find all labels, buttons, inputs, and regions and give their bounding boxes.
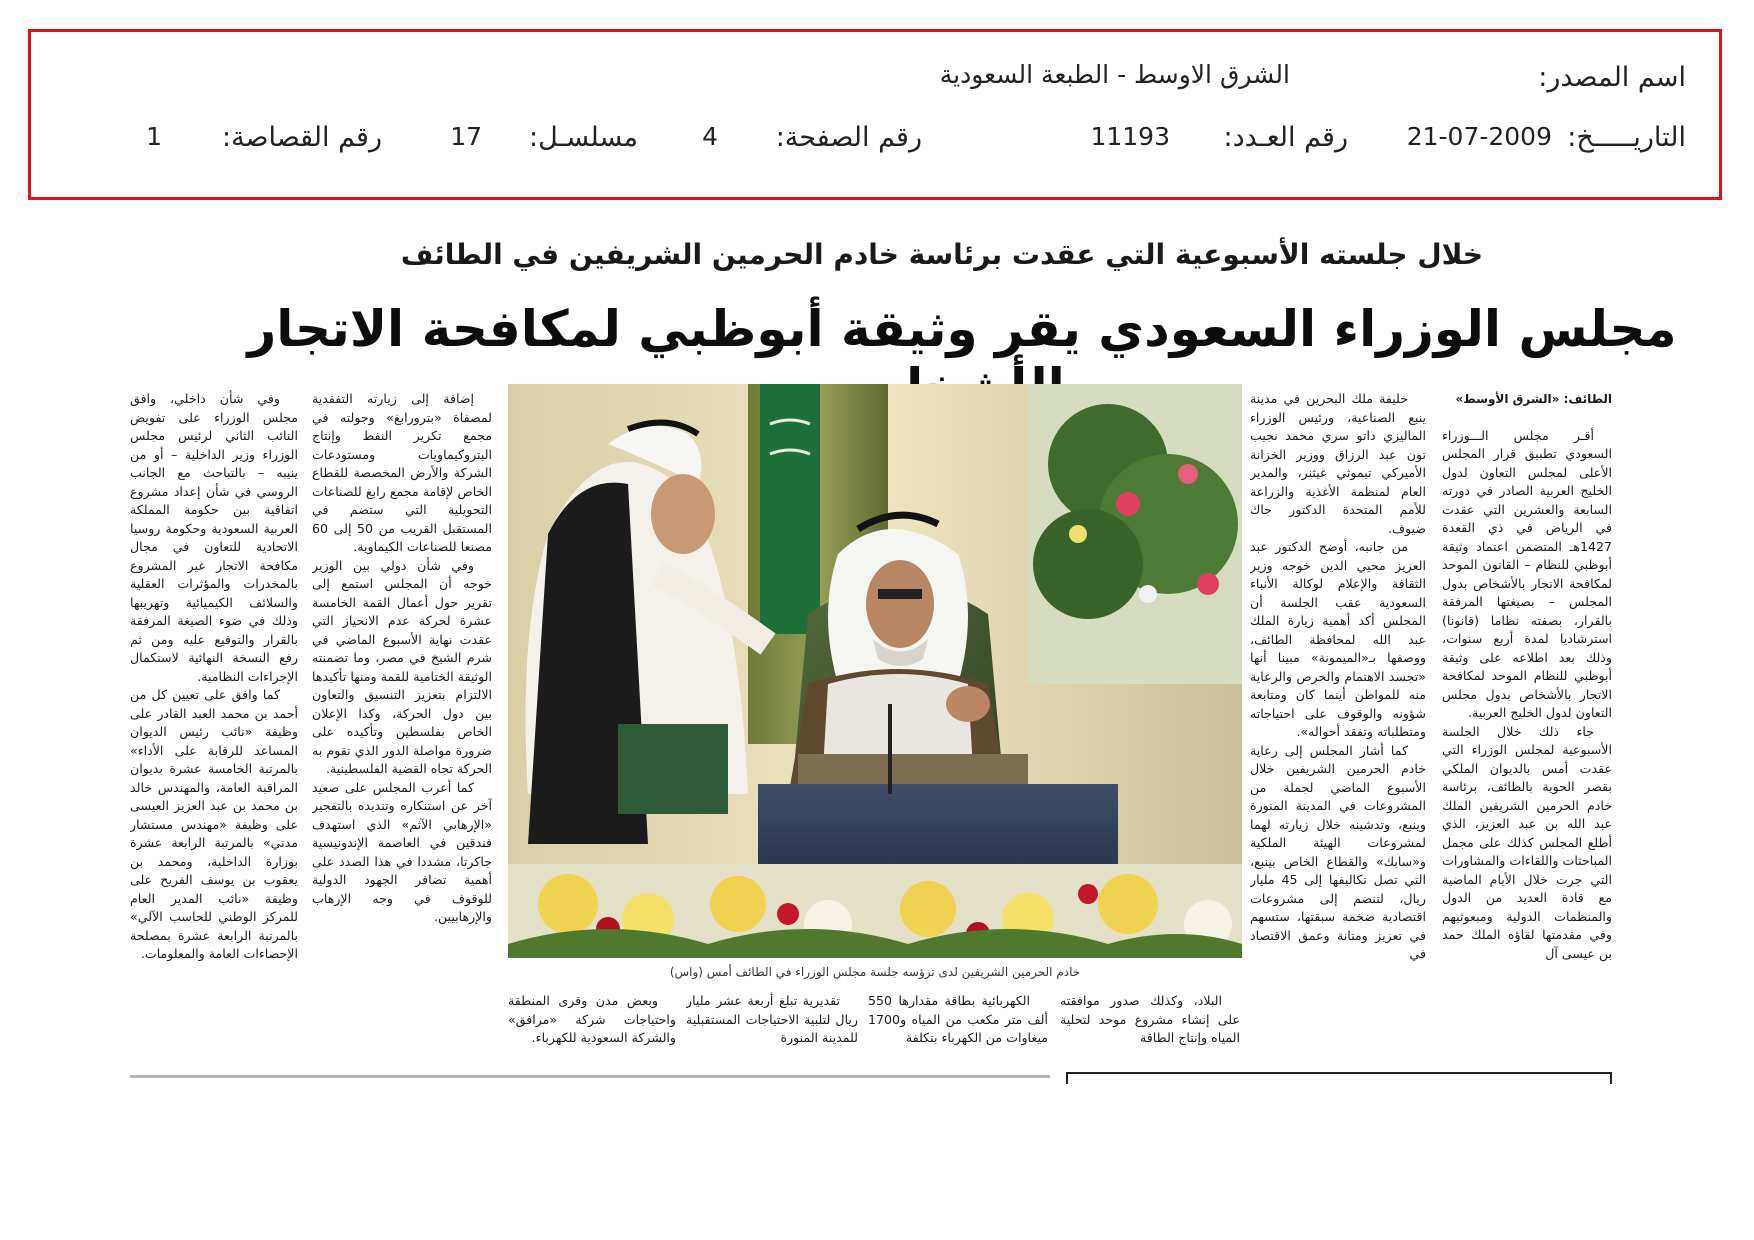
article-column-3 <box>312 390 492 1054</box>
clip-label: رقم القصاصة: <box>221 122 382 153</box>
article-column-2 <box>1250 390 1426 1050</box>
paragraph: من جانبه، أوضح الدكتور عبد العزيز محيي الدين خوجه وزير الثقافة والإعلام لوكالة الأنباء السعودية عقب الجلسة أن المجلس أكد أهمية زيارة الملك عبد الله لمحافظة الطائف، ووصفها بـ«الميمونة» مبينا أنها «تجسد الاهتمام والحرص والرعاية منه للمواطن أينما كان ومتابعة شؤونه والوقوف على احتياجاته ومتطلباته وتفقد أحواله». <box>1250 539 1426 739</box>
article-column-1 <box>1442 390 1612 1050</box>
article-headline: مجلس الوزراء السعودي يقر وثيقة أبوظبي لمكافحة الاتجار <box>247 300 1677 358</box>
issue-value: 11193 <box>1090 122 1170 151</box>
serial-value: 17 <box>450 122 482 151</box>
page-value: 4 <box>702 122 718 151</box>
photo-caption: خادم الحرمين الشريفين لدى ترؤسه جلسة مجلس الوزراء في الطائف أمس (واس) <box>669 965 1081 979</box>
paragraph: جاء ذلك خلال الجلسة الأسبوعية لمجلس الوزراء التي عقدت أمس بالديوان الملكي بقصر الحوية بالطائف، برئاسة خادم الحرمين الشريفين الملك عبد الله بن عبد العزيز، الذي أطلع المجلس كذلك على مجمل المباحثات واللقاءات والمشاورات التي جرت خلال الأيام الماضية مع قادة العديد من الدول والمنظمات الدولية ومبعوثيهم وفي مقدمتها لقاؤه الملك حمد بن عيسى آل <box>1442 723 1612 961</box>
source-label: اسم المصدر: <box>1538 62 1686 93</box>
paragraph: كما وافق على تعيين كل من أحمد بن محمد العبد القادر على وظيفة «نائب رئيس الديوان المساعد للرقابة على الأداء» بالمرتبة الخامسة عشرة بديوان المراقبة العامة، والمهندس خالد بن محمد بن عبد العزيز العيسى على وظيفة «مهندس مستشار مدني» بالمرتبة الرابعة عشرة بوزارة الداخلية، ومحمد بن يعقوب بن يوسف الفريح على وظيفة «نائب المدير العام للمركز الوطني للحاسب الآلي» بالمرتبة الرابعة عشرة بمصلحة الإحصاءات العامة والمعلومات. <box>130 687 298 961</box>
serial-label: مسلسـل: <box>528 122 638 153</box>
bottom-rule-right <box>1066 1072 1612 1074</box>
bottom-strip-col-3 <box>686 992 858 1064</box>
paragraph: أقـر مجلس الـــوزراء السعودي تطبيق قرار المجلس الأعلى لمجلس التعاون لدول الخليج العربية الصادر في دورته السابعة والعشرين التي عقدت في الرياض في ذي القعدة 1427هـ المتضمن اعتماد وثيقة أبوظبي للنظام – القانون الموحد لمكافحة الاتجار بالأشخاص بدول المجلس – بصيغتها المرفقة بالقرار، بصفته نظاما (قانونا) استرشاديا لمدة أربع سنوات، وذلك بعد اطلاعه على وثيقة أبوظبي للنظام الموحد لمكافحة الاتجار بالأشخاص بدول مجلس التعاون لدول الخليج العربية. <box>1442 427 1612 720</box>
paragraph: تقديرية تبلغ أربعة عشر مليار ريال لتلبية الاحتياجات المستقبلية للمدينة المنورة <box>686 993 858 1045</box>
date-value: 21-07-2009 <box>1406 122 1552 151</box>
photo-illustration <box>508 384 1242 958</box>
article-kicker: خلال جلسته الأسبوعية التي عقدت برئاسة خادم الحرمين الشريفين في الطائف <box>400 238 1484 271</box>
page-label: رقم الصفحة: <box>775 122 922 153</box>
cabinet-session-photo <box>508 384 1242 958</box>
paragraph: وفي شأن داخلي، وافق مجلس الوزراء على تفويض النائب الثاني لرئيس مجلس الوزراء وزير الداخلية – أو من ينيبه – بالتباحث مع الجانب الروسي في شأن إعداد مشروع اتفاقية بين حكومة المملكة العربية السعودية وحكومة روسيا الاتحادية للتعاون في مجال مكافحة الاتجار غير المشروع بالمخدرات والمؤثرات العقلية والسلائف الكيميائية وتهريبها وذلك في ضوء الصيغة المرفقة بالقرار والتوقيع عليه ومن ثم رفع النسخة النهائية لاستكمال الإجراءات النظامية. <box>130 391 298 684</box>
paragraph: كما أشار المجلس إلى رعاية خادم الحرمين الشريفين خلال الأسبوع الماضي لجملة من المشروعات في المدينة المنورة وينبع، وتدشينه خلال زيارته لهما لمشروعات الهيئة الملكية و«سابك» والقطاع الخاص بينبع، التي تصل تكاليفها إلى 45 مليار ريال، لتنضم إلى مشروعات اقتصادية ضخمة سبقتها، ستسهم في تعزيز ومتانة وعمق الاقتصاد في <box>1250 742 1426 961</box>
dateline: الطائف: «الشرق الأوسط» <box>1455 392 1612 406</box>
bottom-rule-tick <box>1610 1072 1612 1084</box>
clipping-info-box <box>28 29 1722 200</box>
paragraph: إضافة إلى زيارته التفقدية لمصفاة «بترورابغ» وجولته في مجمع تكرير النفط وإنتاج البتروكيماويات ومستودعات الشركة والأرض المخصصة للقطاع الخاص لإقامة مجمع رابغ للصناعات التحويلية التي ستضم في المستقبل القريب من 50 إلى 60 مصنعا للصناعات الكيماوية. <box>312 391 492 554</box>
bottom-strip-col-2 <box>868 992 1048 1064</box>
bottom-strip-col-1 <box>1060 992 1240 1064</box>
bottom-strip-col-4 <box>508 992 676 1064</box>
paragraph: كما أعرب المجلس على صعيد آخر عن استنكاره وتنديده بالتفجير «الإرهابي الآثم» الذي استهدف فندقين في العاصمة الإندونيسية جاكرتا، مشددا في هذا الصدد على أهمية تضافر الجهود الدولية للوقوف في وجه الإرهاب والإرهابيين. <box>312 779 492 924</box>
paragraph: وفي شأن دولي بين الوزير خوجه أن المجلس استمع إلى تقرير حول أعمال القمة الخامسة عشرة لحركة عدم الانحياز التي عقدت نهاية الأسبوع الماضي في شرم الشيخ في مصر، وما تضمنته الوثيقة الختامية للقمة ومنها تأكيدها الالتزام بتعزيز التنسيق والتعاون بين دول الحركة، وكذا الإعلان الخاص بفلسطين وتأكيده على ضرورة مواصلة الدور الذي تقوم به الحركة تجاه القضية الفلسطينية. <box>312 557 492 776</box>
bottom-rule-tick <box>1066 1072 1068 1084</box>
paragraph: خليفة ملك البحرين في مدينة ينبع الصناعية، ورئيس الوزراء الماليزي داتو سري محمد نجيب تون عبد الرزاق ووزير الخزانة الأميركي تيموثي غيثنر، والمدير العام لمنظمة الأغذية والزراعة للأمم المتحدة الدكتور جاك ضيوف. <box>1250 391 1426 536</box>
paragraph: البلاد، وكذلك صدور موافقته على إنشاء مشروع موحد لتحلية المياه وإنتاج الطاقة <box>1060 993 1240 1045</box>
bottom-rule-left <box>130 1075 1050 1078</box>
clip-value: 1 <box>146 122 162 151</box>
article-column-4 <box>130 390 298 1054</box>
date-label: التاريـــــخ: <box>1567 122 1686 153</box>
paragraph: وبعض مدن وقرى المنطقة واحتياجات شركة «مرافق» والشركة السعودية للكهرباء. <box>508 993 676 1045</box>
issue-label: رقم العـدد: <box>1223 122 1348 153</box>
source-value: الشرق الاوسط - الطبعة السعودية <box>939 60 1290 89</box>
paragraph: الكهربائية بطاقة مقدارها 550 ألف متر مكعب من المياه و1700 ميغاوات من الكهرباء بتكلفة <box>868 993 1048 1045</box>
